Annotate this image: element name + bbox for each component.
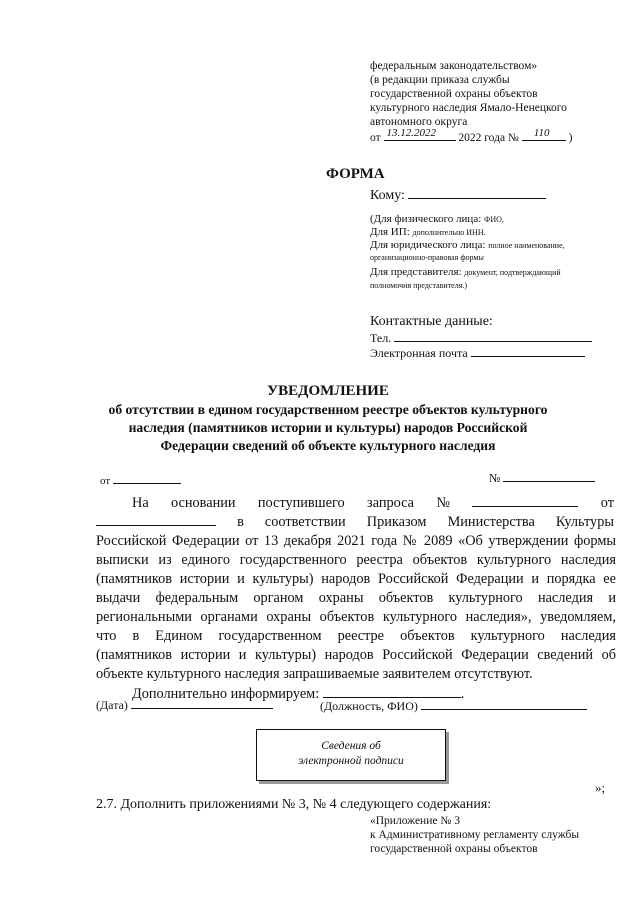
appendix-line-1: «Приложение № 3 — [370, 815, 460, 827]
notice-subtitle-3: Федерации сведений об объекте культурного наследия — [160, 438, 496, 453]
email-blank — [471, 345, 585, 357]
request-number-blank — [472, 495, 578, 507]
ip-note: дополнительно ИНН. — [412, 228, 486, 237]
ul-note-2: организационно-правовая формы — [370, 253, 484, 262]
body-line-6: выдачи федеральным органом охраны объектов культурного наследия и — [96, 590, 616, 606]
header-line-4: культурного наследия Ямало-Ненецкого — [370, 102, 567, 114]
tel-label: Тел. — [370, 331, 392, 345]
komu-blank — [408, 187, 546, 199]
body-word: основании — [171, 495, 236, 511]
request-date-blank — [96, 514, 216, 526]
ip-line — [370, 226, 486, 238]
email-label: Электронная почта — [370, 346, 468, 360]
notice-date-blank — [113, 472, 181, 484]
body-line-11: Дополнительно информируем: . — [132, 686, 465, 702]
body-word: Культуры — [555, 514, 614, 530]
notice-date-line — [100, 472, 181, 487]
fl-note: ФИО, — [484, 215, 504, 224]
order-date-line — [370, 129, 573, 145]
number-field — [522, 129, 566, 141]
section-item: 2.7. Дополнить приложениями № 3, № 4 следующего содержания: — [96, 797, 492, 812]
rep-label: Для представителя: — [370, 266, 462, 278]
body-line-10: объекте культурного наследия запрашиваемые заявителем отсутствуют. — [96, 666, 533, 682]
tel-blank — [394, 330, 592, 342]
body-word: № — [436, 495, 451, 511]
notice-number-label: № — [489, 471, 501, 485]
e-signature-box — [256, 729, 446, 781]
e-signature-line-2: электронной подписи — [298, 755, 404, 767]
notice-subtitle-1: об отсутствии в едином государственном реестре объектов культурного — [108, 402, 548, 417]
komu-label: Кому: — [370, 188, 405, 203]
fl-line — [370, 213, 504, 225]
body-word: поступившего — [257, 495, 345, 511]
body-line-1 — [132, 495, 614, 512]
notice-subtitle-2: наследия (памятников истории и культуры) народов Российской — [128, 420, 528, 435]
body-word: Министерства — [447, 514, 535, 530]
position-sign-line — [320, 698, 587, 714]
notice-number-line — [489, 470, 595, 486]
body-word: в — [237, 514, 244, 530]
ul-note: полное наименование, — [488, 241, 565, 250]
body-line-8: что в Едином государственном реестре объектов культурного наследия — [96, 628, 616, 644]
komu-line — [370, 187, 546, 204]
body-word: Приказом — [366, 514, 427, 530]
date-prefix: от — [370, 132, 381, 144]
notice-from-label: от — [100, 475, 111, 487]
body-line-3: Российской Федерации от 13 декабря 2021 года № 2089 «Об утверждении формы — [96, 533, 616, 549]
form-title: ФОРМА — [326, 166, 385, 182]
ul-line — [370, 239, 614, 251]
notice-title: УВЕДОМЛЕНИЕ — [267, 383, 389, 399]
rep-note: документ, подтверждающий — [464, 268, 561, 277]
header-line-5: автономного округа — [370, 116, 468, 128]
appendix-line-2: к Административному регламенту службы — [370, 829, 580, 841]
appendix-line-3: государственной охраны объектов — [370, 843, 538, 855]
position-label: (Должность, ФИО) — [320, 699, 418, 713]
body-line-7: региональными органами охраны объектов культурного наследия», уведомляем, — [96, 609, 616, 625]
fl-label: (Для физического лица: — [370, 213, 482, 225]
closing-quote: »; — [595, 780, 606, 795]
additional-info-blank — [323, 686, 461, 698]
handwritten-date: 13.12.2022 — [386, 127, 436, 139]
body-line-5: (памятников истории и культуры) народов Российской Федерации и порядка ее — [96, 571, 616, 587]
date-field — [384, 129, 456, 141]
date-sign-blank — [131, 701, 273, 709]
date-sign-line — [96, 698, 273, 713]
position-blank — [421, 698, 587, 710]
year-text: 2022 года № — [458, 132, 519, 144]
contacts-title: Контактные данные: — [370, 314, 493, 329]
rep-note-2: полномочия представителя.) — [370, 281, 468, 290]
notice-number-blank — [503, 470, 595, 482]
ul-label: Для юридического лица: — [370, 239, 486, 251]
body-line-2 — [96, 514, 614, 531]
rep-line — [370, 266, 561, 278]
body-word: от — [600, 495, 614, 511]
e-signature-line-1: Сведения об — [321, 740, 381, 752]
ip-label: Для ИП: — [370, 226, 410, 238]
tel-line — [370, 330, 592, 346]
handwritten-number: 110 — [533, 127, 550, 139]
body-word: запроса — [367, 495, 415, 511]
body-word: На — [132, 495, 149, 511]
body-line-4: выписки из единого государственного реестра объектов культурного наследия — [96, 552, 616, 568]
header-line-3: государственной охраны объектов — [370, 88, 538, 100]
header-line-2: (в редакции приказа службы — [370, 74, 510, 86]
close-paren: ) — [568, 132, 573, 144]
body-line-9: (памятников истории и культуры) народов Российской Федерации сведений об — [96, 647, 616, 663]
additional-info-label: Дополнительно информируем: — [132, 686, 320, 702]
body-word: соответствии — [264, 514, 346, 530]
email-line — [370, 345, 585, 361]
header-line-1: федеральным законодательством» — [370, 60, 538, 72]
date-label: (Дата) — [96, 698, 128, 712]
